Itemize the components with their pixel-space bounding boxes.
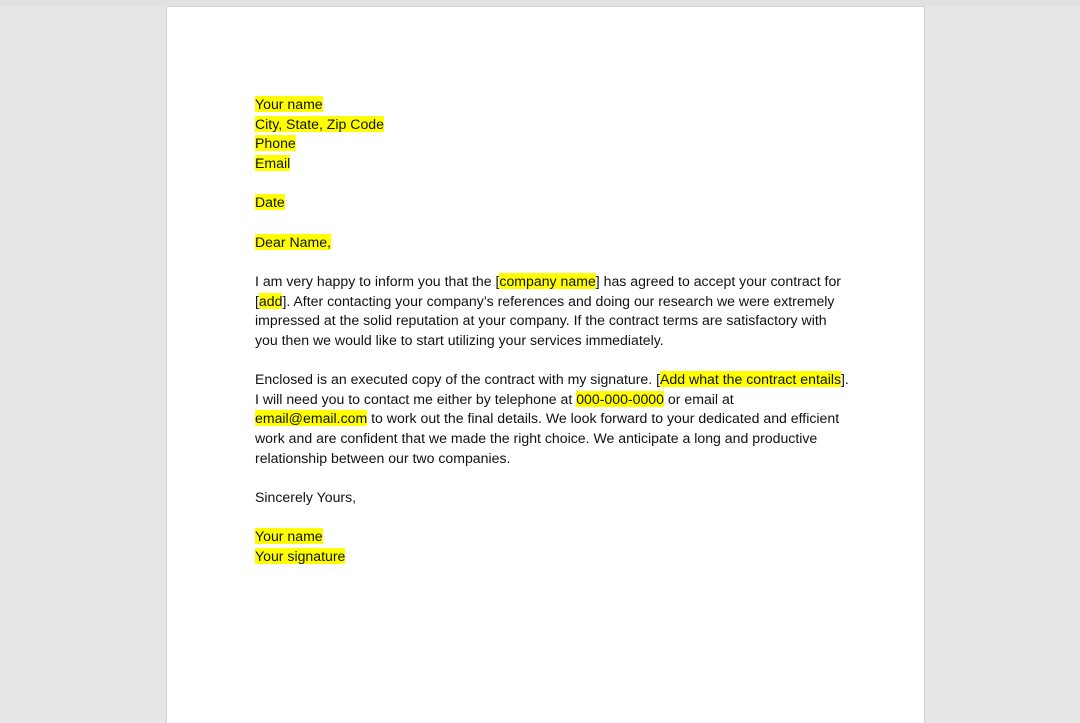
p2-line-5: relationship between our two companies. xyxy=(255,449,511,466)
company-name-placeholder[interactable]: company name xyxy=(499,272,596,289)
p1-line-4: you then we would like to start utilizing your services immediately. xyxy=(255,331,664,348)
p2-line-4: work and are confident that we made the right choice. We anticipate a long and productive xyxy=(255,430,818,447)
letter-body[interactable] xyxy=(255,95,855,586)
salutation-line xyxy=(255,233,855,253)
sender-email[interactable]: Email xyxy=(255,154,291,171)
document-page[interactable] xyxy=(166,6,925,723)
paragraph-2 xyxy=(255,370,855,468)
contract-entails-placeholder[interactable]: Add what the contract entails xyxy=(660,371,842,388)
sender-name[interactable]: Your name xyxy=(255,96,323,112)
p1-line-3: impressed at the solid reputation at your company. If the contract terms are satisfactory with xyxy=(255,312,827,329)
p1-line-2 xyxy=(255,293,834,309)
email-address-placeholder[interactable]: email@email.com xyxy=(255,410,368,427)
p2-text-1: Enclosed is an executed copy of the contract with my signature. [ xyxy=(255,371,661,388)
p1-line-1 xyxy=(255,273,841,289)
p2-line-2 xyxy=(255,391,734,407)
p2-text-5: to work out the final details. We look forward to your dedicated and efficient xyxy=(367,410,840,427)
p1-text-2: ] has agreed to accept your contract for xyxy=(595,272,841,289)
date-line xyxy=(255,193,855,213)
p2-line-1 xyxy=(255,371,849,387)
phone-number-placeholder[interactable]: 000-000-0000 xyxy=(576,390,664,407)
p2-text-3: I will need you to contact me either by telephone at xyxy=(255,390,577,407)
add-placeholder[interactable]: add xyxy=(258,292,283,309)
p2-text-4: or email at xyxy=(664,390,734,407)
closing-line xyxy=(255,488,855,508)
closing: Sincerely Yours, xyxy=(255,489,357,506)
paragraph-1 xyxy=(255,272,855,351)
letter-date[interactable]: Date xyxy=(255,194,285,211)
p2-text-2: ]. xyxy=(841,371,849,388)
p1-text-4: ]. After contacting your company’s references and doing our research we were extremely xyxy=(282,292,835,309)
sender-city-state-zip[interactable]: City, State, Zip Code xyxy=(255,115,384,132)
p1-text-3: [ xyxy=(255,292,259,309)
signoff-name[interactable]: Your name xyxy=(255,528,323,545)
p1-text-1: I am very happy to inform you that the [ xyxy=(255,272,500,289)
salutation[interactable]: Dear Name, xyxy=(255,233,331,250)
sender-phone[interactable]: Phone xyxy=(255,135,296,152)
signoff-signature[interactable]: Your signature xyxy=(255,548,346,564)
p2-line-3 xyxy=(255,410,839,426)
signoff-block xyxy=(255,527,855,566)
sender-block xyxy=(255,95,855,174)
